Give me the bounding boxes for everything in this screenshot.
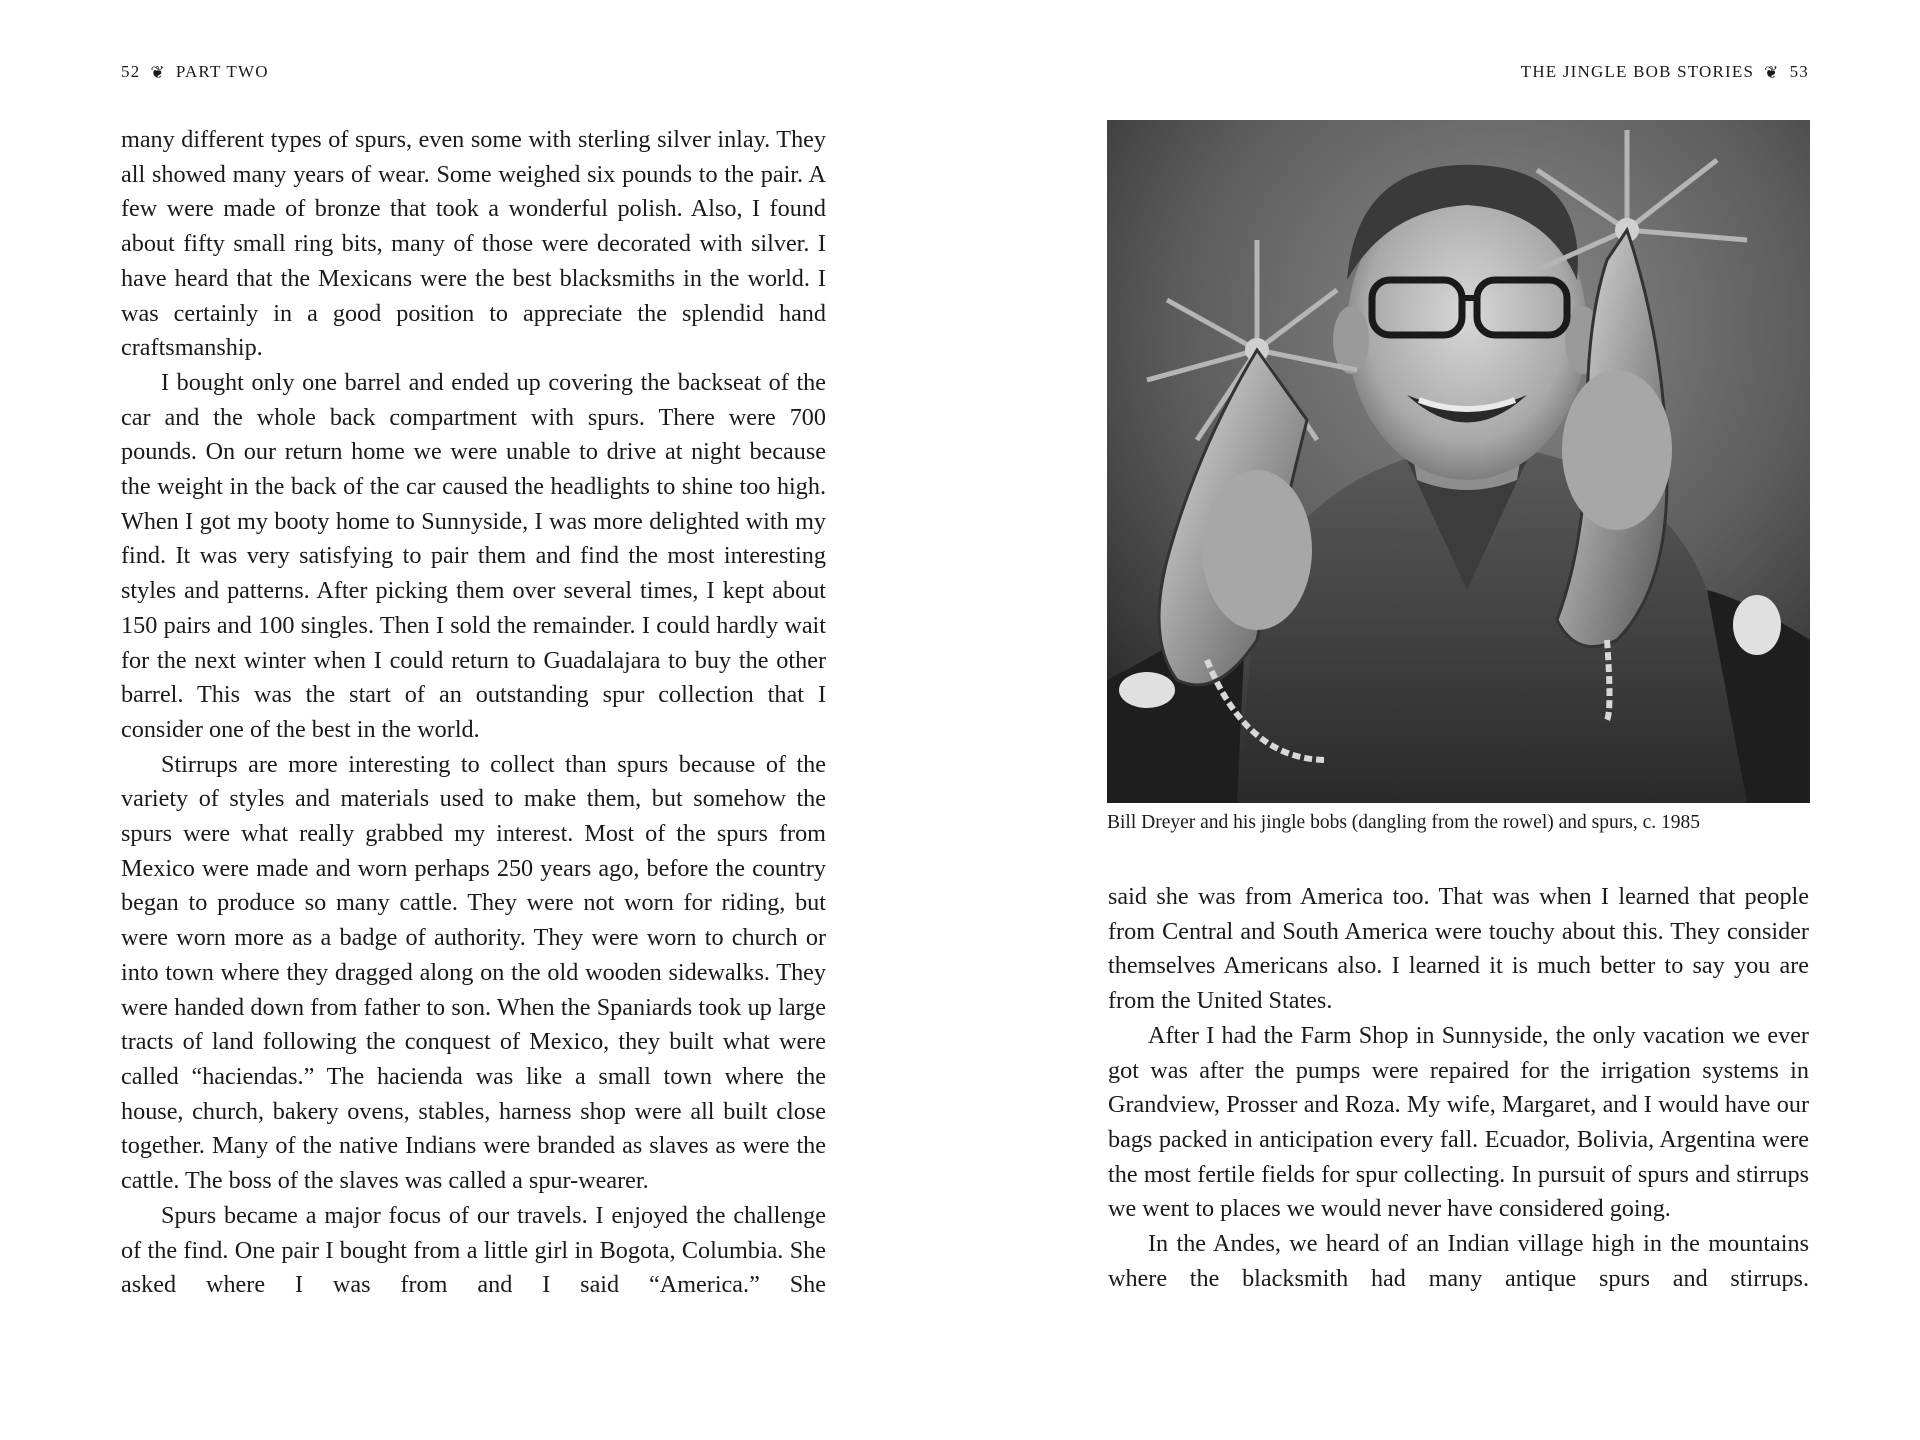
right-paragraph-2: After I had the Farm Shop in Sunnyside, the only vacation we ever got was after the pumps were repaired for the irrigation systems in Grandview, Prosser and Roza. My wife, Margaret, and I would have our bags packed in anticipation every fall. Ecuador, Bolivia, Argentina were the most fertile fields for spur collecting. In pursuit of spurs and stirrups we went to places we would never have considered going. [1108, 1021, 1809, 1223]
fleuron-ornament-icon: ❦ [150, 62, 166, 82]
fleuron-ornament-icon: ❦ [1764, 62, 1780, 82]
left-section-title: PART TWO [175, 62, 269, 81]
right-page-number: 53 [1789, 62, 1809, 81]
left-paragraph-4: Spurs became a major focus of our travels. I enjoyed the challenge of the find. One pair I bought from a little girl in Bogota, Columbia. She asked where I was from and I said “America.” She [121, 1201, 826, 1299]
left-paragraph-2: I bought only one barrel and ended up covering the backseat of the car and the whole back compartment with spurs. There were 700 pounds. On our return home we were unable to drive at night because the weight in the back of the car caused the headlights to shine too high. When I got my booty home to Sunnyside, I was more delighted with my find. It was very satisfying to pair them and find the most interesting styles and patterns. After picking them over several times, I kept about 150 pairs and 100 singles. Then I sold the remainder. I could hardly wait for the next winter when I could return to Guadalajara to buy the other barrel. This was the start of an outstanding spur collection that I consider one of the best in the world. [121, 368, 826, 743]
right-body-text [1108, 880, 1809, 1296]
left-paragraph-1: many different types of spurs, even some with sterling silver inlay. They all showed many years of wear. Some weighed six pounds to the pair. A few were made of bronze that took a wonderful polish. Also, I found about fifty small ring bits, many of those were decorated with silver. I have heard that the Mexicans were the best blacksmiths in the world. I was certainly in a good position to appreciate the splendid hand craftsmanship. [121, 126, 826, 362]
right-paragraph-1: said she was from America too. That was when I learned that people from Central and South America were touchy about this. They consider themselves Americans also. I learned it is much better to say you are from the United States. [1108, 883, 1809, 1015]
right-section-title: THE JINGLE BOB STORIES [1520, 62, 1755, 81]
photo-caption: Bill Dreyer and his jingle bobs (dangling from the rowel) and spurs, c. 1985 [1107, 812, 1701, 833]
left-page-number: 52 [121, 62, 141, 81]
right-paragraph-3: In the Andes, we heard of an Indian village high in the mountains where the blacksmith had many antique spurs and stirrups. [1108, 1230, 1809, 1292]
left-paragraph-3: Stirrups are more interesting to collect than spurs because of the variety of styles and materials used to make them, but somehow the spurs were what really grabbed my interest. Most of the spurs from Mexico were made and worn perhaps 250 years ago, before the country began to produce so many cattle. They were not worn for riding, but were worn more as a badge of authority. They were worn to church or into town where they dragged along on the old wooden sidewalks. They were handed down from father to son. When the Spaniards took up large tracts of land following the conquest of Mexico, they built what were called “haciendas.” The hacienda was like a small town where the house, church, bakery ovens, stables, harness shop were all built close together. Many of the native Indians were branded as slaves as were the cattle. The boss of the slaves was called a spur-wearer. [121, 750, 826, 1195]
